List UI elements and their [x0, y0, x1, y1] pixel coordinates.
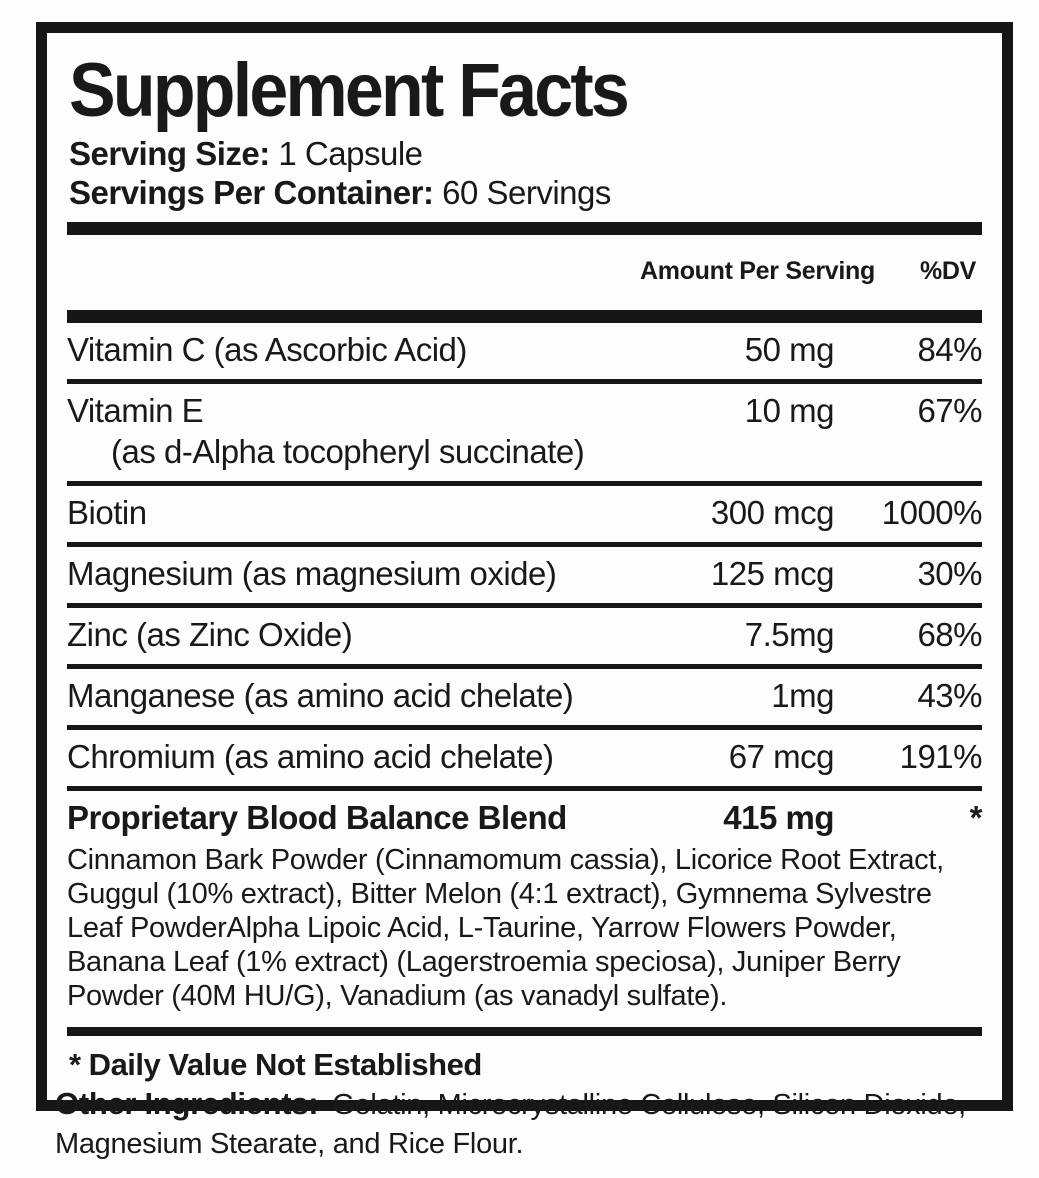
nutrient-amount: 10 mg	[744, 392, 834, 430]
blend-amount: 415 mg	[723, 799, 834, 837]
other-ingredients-value: Gelatin, Microcrystalline Cellulose, Silicon Dioxide, Magnesium Stearate, and Rice Flour.	[55, 1089, 966, 1160]
nutrient-name: Vitamin E (as d-Alpha tocopheryl succinate)	[67, 394, 664, 469]
serving-size-label: Serving Size:	[69, 135, 270, 173]
nutrient-row-chromium	[67, 725, 982, 786]
divider-bar-thick	[67, 222, 982, 235]
nutrient-dv: 84%	[917, 331, 982, 369]
daily-value-footnote: * Daily Value Not Established	[69, 1047, 482, 1083]
nutrient-dv: 191%	[899, 738, 982, 776]
other-ingredients	[55, 1084, 1005, 1164]
nutrient-dv: 43%	[917, 677, 982, 715]
other-ingredients-label: Other Ingredients:	[55, 1086, 319, 1121]
column-header-row	[67, 235, 982, 310]
divider-bar-medium	[67, 1027, 982, 1036]
nutrient-row-manganese	[67, 664, 982, 725]
nutrient-amount: 300 mcg	[710, 494, 834, 532]
nutrient-amount: 7.5mg	[744, 616, 834, 654]
nutrient-dv: 1000%	[881, 494, 982, 532]
servings-per-container-label: Servings Per Container:	[69, 174, 434, 212]
nutrient-amount: 67 mcg	[728, 738, 834, 776]
nutrient-row-vitamin-c	[67, 323, 982, 379]
nutrient-row-zinc	[67, 603, 982, 664]
nutrient-amount: 1mg	[771, 677, 834, 715]
panel-title: Supplement Facts	[69, 48, 628, 133]
dv-header: %DV	[919, 257, 976, 286]
supplement-facts-panel	[36, 22, 1013, 1111]
nutrient-dv: 30%	[917, 555, 982, 593]
amount-per-serving-header: Amount Per Serving	[640, 257, 875, 286]
nutrient-amount: 50 mg	[744, 331, 834, 369]
nutrient-name: Chromium (as amino acid chelate)	[67, 738, 554, 776]
nutrient-name: Magnesium (as magnesium oxide)	[67, 555, 557, 593]
blend-name: Proprietary Blood Balance Blend	[67, 799, 567, 837]
nutrient-name: Manganese (as amino acid chelate)	[67, 677, 574, 715]
proprietary-blend-section	[67, 786, 982, 1025]
servings-per-container-line	[69, 173, 982, 212]
nutrient-row-biotin	[67, 481, 982, 542]
nutrient-name: Vitamin C (as Ascorbic Acid)	[67, 331, 467, 369]
serving-size-value: 1 Capsule	[278, 135, 423, 173]
blend-ingredients-text: Cinnamon Bark Powder (Cinnamomum cassia), Licorice Root Extract, Guggul (10% extract), Bitter Melon (4:1 extract), Gymnema Sylvestre Leaf PowderAlpha Lipoic Acid, L-Taurine, Yarrow Flowers Powder, Banana Leaf (1% extract) (Lagerstroemia speciosa), Juniper Berry Powder (40M HU/G), Vanadium (as vanadyl sulfate).	[67, 844, 944, 1013]
nutrient-dv: 67%	[917, 392, 982, 430]
nutrient-name: Biotin	[67, 494, 147, 532]
divider-bar-thick	[67, 310, 982, 323]
blend-dv: *	[969, 799, 982, 837]
nutrient-dv: 68%	[917, 616, 982, 654]
serving-size-line	[69, 134, 982, 173]
nutrient-row-vitamin-e	[67, 379, 982, 481]
nutrient-name: Zinc (as Zinc Oxide)	[67, 616, 353, 654]
nutrient-subname: (as d-Alpha tocopheryl succinate)	[111, 433, 585, 471]
nutrient-row-magnesium	[67, 542, 982, 603]
servings-per-container-value: 60 Servings	[442, 174, 611, 212]
nutrient-amount: 125 mcg	[710, 555, 834, 593]
blend-header-row	[67, 800, 982, 836]
